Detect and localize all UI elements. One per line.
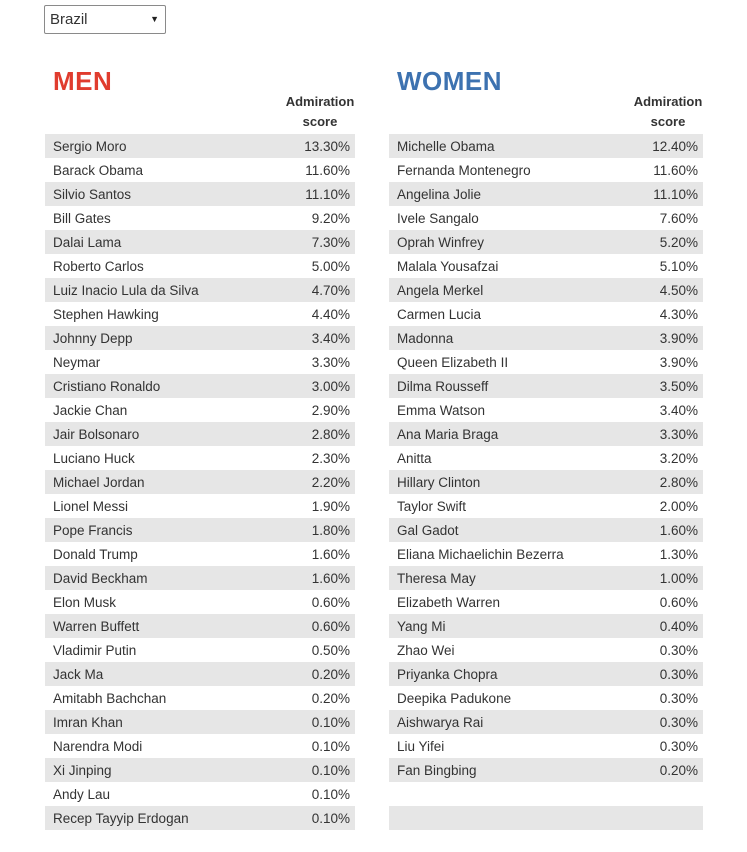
admiration-score: 7.60% [659, 210, 698, 226]
person-name: Madonna [397, 330, 454, 346]
table-row [389, 158, 703, 182]
table-row [389, 302, 703, 326]
table-row [45, 398, 355, 422]
admiration-score: 3.40% [311, 330, 350, 346]
person-name: Dilma Rousseff [397, 378, 489, 394]
person-name: Amitabh Bachchan [53, 690, 167, 706]
table-row [45, 182, 355, 206]
table-row [389, 494, 703, 518]
table-row [389, 182, 703, 206]
table-row [389, 326, 703, 350]
table-row [389, 590, 703, 614]
table-row [45, 758, 355, 782]
table-row [389, 470, 703, 494]
admiration-score: 1.00% [659, 570, 698, 586]
admiration-score: 4.70% [311, 282, 350, 298]
table-row [389, 446, 703, 470]
admiration-score: 11.10% [305, 186, 350, 202]
admiration-score: 0.60% [659, 594, 698, 610]
table-row [45, 638, 355, 662]
admiration-score: 0.20% [659, 762, 698, 778]
person-name: Elon Musk [53, 594, 117, 610]
person-name: Deepika Padukone [397, 690, 512, 706]
person-name: Andy Lau [53, 786, 111, 802]
table-row [389, 686, 703, 710]
admiration-score: 0.40% [659, 618, 698, 634]
person-name: Zhao Wei [397, 642, 455, 658]
person-name: Donald Trump [53, 546, 138, 562]
table-row [45, 278, 355, 302]
person-name: Ivele Sangalo [397, 210, 479, 226]
person-name: Angelina Jolie [397, 186, 482, 202]
country-select-value: Brazil [50, 11, 88, 28]
admiration-score: 0.20% [311, 666, 350, 682]
admiration-score: 1.60% [311, 546, 350, 562]
person-name: Michelle Obama [397, 138, 495, 154]
table-row [389, 398, 703, 422]
admiration-score: 2.20% [311, 474, 350, 490]
table-row [389, 254, 703, 278]
person-name: Eliana Michaelichin Bezerra [397, 546, 564, 562]
admiration-score: 3.50% [659, 378, 698, 394]
admiration-score: 2.80% [659, 474, 698, 490]
admiration-score: 0.30% [659, 666, 698, 682]
admiration-score: 0.10% [311, 738, 350, 754]
person-name: Xi Jinping [53, 762, 112, 778]
person-name: Emma Watson [397, 402, 486, 418]
admiration-score: 5.20% [659, 234, 698, 250]
admiration-score: 0.50% [311, 642, 350, 658]
table-row [45, 782, 355, 806]
table-row [389, 134, 703, 158]
table-row [389, 566, 703, 590]
admiration-score: 4.30% [659, 306, 698, 322]
table-row [45, 710, 355, 734]
person-name: Taylor Swift [397, 498, 467, 514]
table-row [45, 662, 355, 686]
person-name: Recep Tayyip Erdogan [53, 810, 189, 826]
admiration-score: 3.40% [659, 402, 698, 418]
person-name: Dalai Lama [53, 234, 122, 250]
admiration-score: 0.30% [659, 690, 698, 706]
table-row [45, 422, 355, 446]
table-row [45, 566, 355, 590]
women-score-header-line2: score [650, 114, 686, 129]
country-select[interactable] [44, 5, 166, 34]
admiration-score: 11.60% [653, 162, 698, 178]
table-row [389, 350, 703, 374]
women-score-header-line1: Admiration [633, 94, 703, 109]
person-name: Narendra Modi [53, 738, 143, 754]
person-name: Silvio Santos [53, 186, 132, 202]
women-heading: WOMEN [397, 66, 503, 96]
table-row [45, 230, 355, 254]
table-row [389, 662, 703, 686]
admiration-score: 2.80% [311, 426, 350, 442]
person-name: Stephen Hawking [53, 306, 159, 322]
men-heading: MEN [53, 66, 113, 96]
admiration-score: 1.60% [659, 522, 698, 538]
person-name: Theresa May [397, 570, 476, 586]
table-row [45, 302, 355, 326]
person-name: Warren Buffett [53, 618, 140, 634]
admiration-score: 5.00% [311, 258, 350, 274]
admiration-score: 5.10% [659, 258, 698, 274]
admiration-score: 0.60% [311, 618, 350, 634]
admiration-score: 0.30% [659, 714, 698, 730]
table-row [45, 494, 355, 518]
table-row [389, 614, 703, 638]
admiration-score: 0.30% [659, 738, 698, 754]
person-name: Malala Yousafzai [397, 258, 499, 274]
admiration-score: 11.10% [653, 186, 698, 202]
admiration-score: 3.20% [659, 450, 698, 466]
women-table [389, 134, 703, 830]
men-score-header-line1: Admiration [285, 94, 355, 109]
person-name: Sergio Moro [53, 138, 127, 154]
admiration-score: 2.00% [659, 498, 698, 514]
table-row [389, 782, 703, 806]
person-name: Neymar [53, 354, 101, 370]
admiration-score: 0.10% [311, 810, 350, 826]
person-name: Carmen Lucia [397, 306, 482, 322]
admiration-score: 3.00% [311, 378, 350, 394]
admiration-score: 4.40% [311, 306, 350, 322]
admiration-score: 0.10% [311, 762, 350, 778]
admiration-score: 0.20% [311, 690, 350, 706]
admiration-score: 7.30% [311, 234, 350, 250]
person-name: Roberto Carlos [53, 258, 144, 274]
admiration-score: 4.50% [659, 282, 698, 298]
table-row [389, 206, 703, 230]
admiration-score: 2.90% [311, 402, 350, 418]
person-name: Imran Khan [53, 714, 123, 730]
table-row [389, 638, 703, 662]
admiration-score: 1.60% [311, 570, 350, 586]
person-name: Pope Francis [53, 522, 133, 538]
table-row [45, 734, 355, 758]
person-name: Priyanka Chopra [397, 666, 498, 682]
table-row [45, 542, 355, 566]
table-row [45, 518, 355, 542]
table-row [389, 806, 703, 830]
table-row [45, 254, 355, 278]
table-row [45, 470, 355, 494]
table-row [389, 278, 703, 302]
table-row [45, 206, 355, 230]
person-name: Cristiano Ronaldo [53, 378, 161, 394]
table-row [389, 758, 703, 782]
table-row [45, 158, 355, 182]
person-name: Lionel Messi [53, 498, 129, 514]
person-name: Michael Jordan [53, 474, 145, 490]
admiration-score: 1.30% [659, 546, 698, 562]
admiration-score: 1.80% [311, 522, 350, 538]
admiration-score: 2.30% [311, 450, 350, 466]
admiration-score: 13.30% [304, 138, 350, 154]
table-row [389, 422, 703, 446]
person-name: Oprah Winfrey [397, 234, 485, 250]
table-row [389, 374, 703, 398]
table-row [45, 446, 355, 470]
admiration-score: 0.30% [659, 642, 698, 658]
person-name: Jackie Chan [53, 402, 128, 418]
table-row [45, 614, 355, 638]
person-name: Gal Gadot [397, 522, 459, 538]
person-name: Fernanda Montenegro [397, 162, 531, 178]
admiration-score: 0.10% [311, 714, 350, 730]
admiration-score: 12.40% [652, 138, 698, 154]
men-table [45, 134, 355, 830]
admiration-score: 11.60% [305, 162, 350, 178]
person-name: Yang Mi [397, 618, 446, 634]
table-row [45, 806, 355, 830]
admiration-score: 3.30% [659, 426, 698, 442]
admiration-score: 9.20% [311, 210, 350, 226]
women-score-header [623, 92, 713, 132]
person-name: Luciano Huck [53, 450, 135, 466]
table-row [45, 326, 355, 350]
person-name: Hillary Clinton [397, 474, 481, 490]
person-name: David Beckham [53, 570, 148, 586]
admiration-score: 1.90% [311, 498, 350, 514]
table-row [45, 134, 355, 158]
person-name: Johnny Depp [53, 330, 133, 346]
person-name: Vladimir Putin [53, 642, 137, 658]
table-row [389, 734, 703, 758]
admiration-score: 3.90% [659, 330, 698, 346]
men-score-header-line2: score [302, 114, 338, 129]
person-name: Liu Yifei [397, 738, 445, 754]
admiration-score: 3.30% [311, 354, 350, 370]
person-name: Ana Maria Braga [397, 426, 499, 442]
table-row [45, 686, 355, 710]
person-name: Anitta [397, 450, 432, 466]
table-row [45, 374, 355, 398]
table-row [389, 710, 703, 734]
person-name: Fan Bingbing [397, 762, 477, 778]
men-score-header [275, 92, 365, 132]
person-name: Jair Bolsonaro [53, 426, 140, 442]
person-name: Angela Merkel [397, 282, 484, 298]
chevron-down-icon[interactable]: ▼ [150, 14, 159, 24]
person-name: Barack Obama [53, 162, 144, 178]
person-name: Elizabeth Warren [397, 594, 501, 610]
person-name: Aishwarya Rai [397, 714, 484, 730]
table-row [389, 518, 703, 542]
person-name: Queen Elizabeth II [397, 354, 509, 370]
table-row [45, 590, 355, 614]
person-name: Luiz Inacio Lula da Silva [53, 282, 199, 298]
admiration-score: 0.60% [311, 594, 350, 610]
person-name: Bill Gates [53, 210, 111, 226]
admiration-score: 3.90% [659, 354, 698, 370]
table-row [389, 542, 703, 566]
admiration-score: 0.10% [311, 786, 350, 802]
table-row [389, 230, 703, 254]
person-name: Jack Ma [53, 666, 104, 682]
table-row [45, 350, 355, 374]
